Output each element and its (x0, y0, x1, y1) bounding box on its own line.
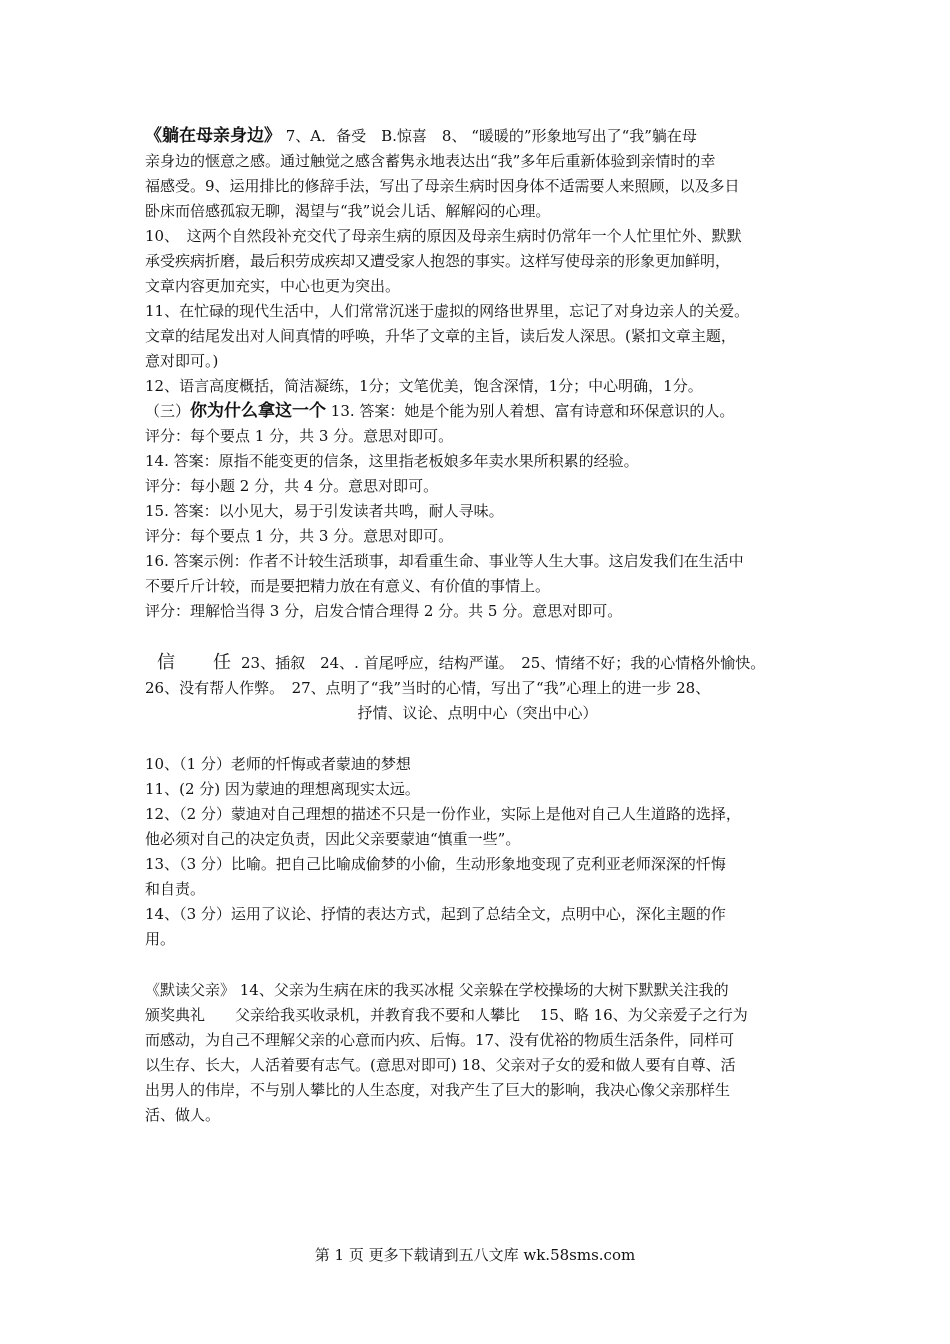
spacer (145, 726, 810, 752)
text-line: 10、 这两个自然段补充交代了母亲生病的原因及母亲生病时仍常年一个人忙里忙外、默默 (145, 227, 742, 245)
text-line: 13、（3 分）比喻。把自己比喻成偷梦的小偷，生动形象地变现了克利亚老师深深的忏悔 (145, 855, 726, 873)
text-line: 16. 答案示例：作者不计较生活琐事，却看重生命、事业等人生大事。这启发我们在生活中 (145, 552, 744, 570)
paragraph-line (145, 124, 810, 149)
paragraph-line (145, 399, 810, 424)
section-meng-di (145, 752, 810, 952)
text-line: 文章的结尾发出对人间真情的呼唤，升华了文章的主旨，读后发人深思。(紧扣文章主题， (145, 327, 736, 345)
text-line: 承受疾病折磨，最后积劳成疾却又遭受家人抱怨的事实。这样写使母亲的形象更加鲜明， (145, 252, 731, 270)
text-line: 26、没有帮人作弊。 27、点明了“我”当时的心情，写出了“我”心理上的进一步 28、 (145, 679, 711, 697)
text-line: 福感受。9、运用排比的修辞手法，写出了母亲生病时因身体不适需要人来照顾，以及多日 (145, 177, 740, 195)
text-line: 用。 (145, 930, 176, 948)
text-line: 11、在忙碌的现代生活中，人们常常沉迷于虚拟的网络世界里，忘记了对身边亲人的关爱。 (145, 302, 750, 320)
section-xin-ren (145, 650, 810, 726)
text-line: 活、做人。 (145, 1106, 221, 1124)
paragraph-line (145, 650, 810, 676)
text-line: 11、(2 分) 因为蒙迪的理想离现实太远。 (145, 780, 420, 798)
text-line: 出男人的伟岸，不与别人攀比的人生态度，对我产生了巨大的影响，我决心像父亲那样生 (145, 1081, 731, 1099)
text-line: 评分：每个要点 1 分，共 3 分。意思对即可。 (145, 527, 454, 545)
text-line: 评分：理解恰当得 3 分，启发合情合理得 2 分。共 5 分。意思对即可。 (145, 602, 623, 620)
section-prefix: （三） (145, 402, 191, 420)
text-line: 抒情、议论、点明中心（突出中心） (357, 704, 598, 722)
text-line: 13. 答案：她是个能为别人着想、富有诗意和环保意识的人。 (326, 402, 735, 420)
section-tang-zai-mu-qin-shen-bian (145, 124, 810, 399)
page-footer: 第 1 页 更多下载请到五八文库 wk.58sms.com (314, 1246, 636, 1264)
section-title: 你为什么拿这一个 (190, 401, 327, 421)
text-line: 颁奖典礼 父亲给我买收录机，并教育我不要和人攀比 15、略 16、为父亲爱子之行为 (145, 1006, 748, 1024)
text-line: 评分：每个要点 1 分，共 3 分。意思对即可。 (145, 427, 454, 445)
text-line: 10、（1 分）老师的忏悔或者蒙迪的梦想 (145, 755, 411, 773)
text-line: 12、语言高度概括，简洁凝练，1分；文笔优美，饱含深情，1分；中心明确，1分。 (145, 377, 703, 395)
text-line: 7、A．备受 B.惊喜 8、 “暖暖的”形象地写出了“我”躺在母 (281, 127, 697, 145)
answer-content (145, 124, 810, 1128)
section-mo-du-fu-qin (145, 978, 810, 1128)
text-line: 评分：每小题 2 分，共 4 分。意思对即可。 (145, 477, 439, 495)
text-line: 《默读父亲》 14、父亲为生病在床的我买冰棍 父亲躲在学校操场的大树下默默关注我的 (145, 981, 729, 999)
text-line: 和自责。 (145, 880, 206, 898)
spacer (145, 624, 810, 650)
text-line: 14. 答案：原指不能变更的信条，这里指老板娘多年卖水果所积累的经验。 (145, 452, 639, 470)
spacer (145, 952, 810, 978)
text-line: 23、插叙 24、. 首尾呼应，结构严谨。 25、情绪不好；我的心情格外愉快。 (241, 654, 766, 672)
text-line: 14、（3 分）运用了议论、抒情的表达方式，起到了总结全文，点明中心，深化主题的作 (145, 905, 726, 923)
text-line: 文章内容更加充实，中心也更为突出。 (145, 277, 401, 295)
section-ni-wei-shen-me (145, 399, 810, 624)
text-line: 以生存、长大，人活着要有志气。(意思对即可) 18、父亲对子女的爱和做人要有自尊、活 (145, 1056, 736, 1074)
text-line: 他必须对自己的决定负责，因此父亲要蒙迪“慎重一些”。 (145, 830, 521, 848)
text-line: 而感动，为自己不理解父亲的心意而内疚、后悔。17、没有优裕的物质生活条件，同样可 (145, 1031, 735, 1049)
text-line: 不要斤斤计较，而是要把精力放在有意义、有价值的事情上。 (145, 577, 551, 595)
text-line: 15. 答案：以小见大，易于引发读者共鸣，耐人寻味。 (145, 502, 504, 520)
text-line: 亲身边的惬意之感。通过触觉之感含蓄隽永地表达出“我”多年后重新体验到亲情时的幸 (145, 152, 716, 170)
section-title: 信 任 (157, 652, 241, 673)
section-title: 《躺在母亲身边》 (145, 126, 281, 146)
text-line: 意对即可。) (145, 352, 219, 370)
text-line: 卧床而倍感孤寂无聊，渴望与“我”说会儿话、解解闷的心理。 (145, 202, 551, 220)
text-line: 12、（2 分）蒙迪对自己理想的描述不只是一份作业，实际上是他对自己人生道路的选择， (145, 805, 741, 823)
